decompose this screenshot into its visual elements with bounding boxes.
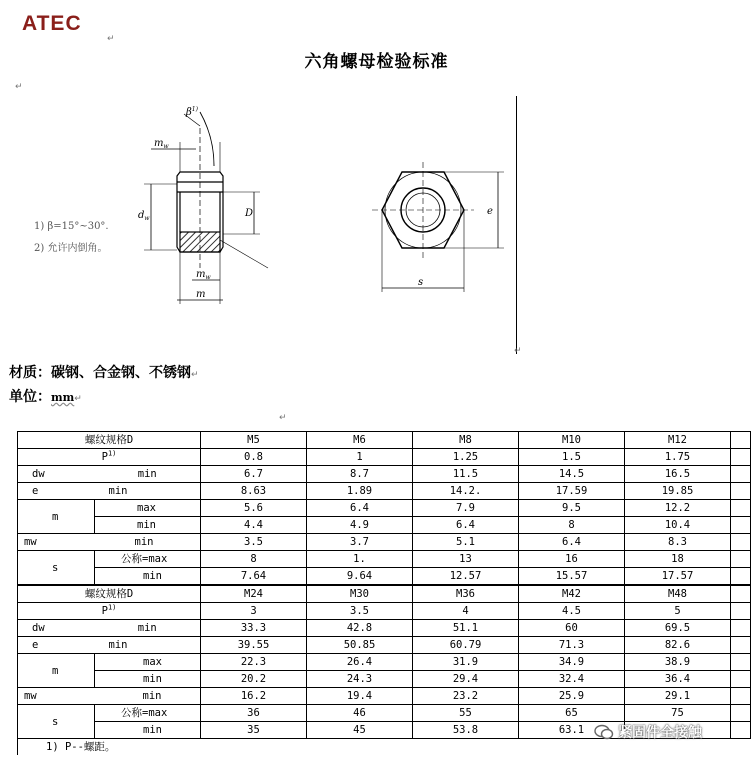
table-cell: 5.6 <box>201 500 307 517</box>
table-cell: 42.8 <box>307 620 413 637</box>
table-cell: 4 <box>413 603 519 620</box>
wechat-icon <box>594 724 614 740</box>
table-cell: 20.2 <box>201 671 307 688</box>
table-cell <box>731 449 751 466</box>
table-cell: 6.4 <box>519 534 625 551</box>
watermark: 紧固件全接触 <box>618 725 702 741</box>
table-cell: 3.5 <box>307 603 413 620</box>
table-cell: 7.64 <box>201 568 307 586</box>
table-cell: 15.57 <box>519 568 625 586</box>
table-cell: 53.8 <box>413 722 519 739</box>
table-row <box>18 654 751 671</box>
table-cell: 16.5 <box>625 466 731 483</box>
table-cell <box>731 466 751 483</box>
table-cell <box>731 603 751 620</box>
table-cell: 14.5 <box>519 466 625 483</box>
table-cell: 24.3 <box>307 671 413 688</box>
table-cell: dw <box>18 620 95 637</box>
table-cell <box>731 517 751 534</box>
table-cell: 8.63 <box>201 483 307 500</box>
table-cell: 60 <box>519 620 625 637</box>
paragraph-mark-icon: ↵ <box>279 413 287 423</box>
table-cell: 12.2 <box>625 500 731 517</box>
table-row <box>18 705 751 722</box>
table-cell <box>731 637 751 654</box>
table-cell: 9.5 <box>519 500 625 517</box>
svg-text:mw: $m_w$ <box>154 138 169 150</box>
table-cell: 13 <box>413 551 519 568</box>
table-cell: 1 <box>307 449 413 466</box>
paragraph-mark-icon: ↵ <box>107 34 115 44</box>
table-cell: 螺纹规格D <box>18 585 201 603</box>
table-cell: 26.4 <box>307 654 413 671</box>
table-cell: 9.64 <box>307 568 413 586</box>
table-cell: 4.4 <box>201 517 307 534</box>
table-cell: 4.5 <box>519 603 625 620</box>
table-cell: min <box>95 534 201 551</box>
drawing-note-1: 1) β=15°~30°. <box>34 221 109 232</box>
table-row <box>18 432 751 449</box>
table-cell: 8 <box>519 517 625 534</box>
table-row <box>18 603 751 620</box>
table-cell: 23.2 <box>413 688 519 705</box>
table-cell: 71.3 <box>519 637 625 654</box>
table-cell <box>731 654 751 671</box>
table-cell: 18 <box>625 551 731 568</box>
table-cell: min <box>95 620 201 637</box>
table-cell: min <box>95 483 201 500</box>
table-cell: M5 <box>201 432 307 449</box>
table-row <box>18 551 751 568</box>
table-cell: min <box>95 517 201 534</box>
table-cell: 4.9 <box>307 517 413 534</box>
table-row <box>18 568 751 586</box>
table-cell: 19.85 <box>625 483 731 500</box>
table-cell <box>731 500 751 517</box>
table-cell: M30 <box>307 585 413 603</box>
m-label: m <box>196 289 206 300</box>
table-cell: M12 <box>625 432 731 449</box>
table-cell <box>731 671 751 688</box>
table-cell: 12.57 <box>413 568 519 586</box>
page-title: 六角螺母检验标准 <box>304 52 449 72</box>
table-row <box>18 671 751 688</box>
s-label: s <box>418 277 424 288</box>
table-cell: min <box>95 671 201 688</box>
table-cell: s <box>18 705 95 739</box>
table-cell: 45 <box>307 722 413 739</box>
table-cell: 31.9 <box>413 654 519 671</box>
table-cell: M42 <box>519 585 625 603</box>
divider <box>516 96 517 354</box>
table-cell: 6.7 <box>201 466 307 483</box>
table-cell: 51.1 <box>413 620 519 637</box>
table-cell <box>731 432 751 449</box>
mw-bottom-label: m <box>196 269 206 280</box>
table-cell: max <box>95 500 201 517</box>
table-cell: m <box>18 500 95 534</box>
table-cell <box>731 483 751 500</box>
table-cell: 7.9 <box>413 500 519 517</box>
unit-value: mm <box>51 391 75 404</box>
table-cell: 1.5 <box>519 449 625 466</box>
table-cell: mw <box>18 688 95 705</box>
table-cell: 60.79 <box>413 637 519 654</box>
table-cell: 25.9 <box>519 688 625 705</box>
table-cell: 36.4 <box>625 671 731 688</box>
table-cell: 34.9 <box>519 654 625 671</box>
table-cell: 69.5 <box>625 620 731 637</box>
table-cell: min <box>95 637 201 654</box>
material-line: 材质：碳钢、合金钢、不锈钢↵ <box>9 365 199 381</box>
table-cell: 65 <box>519 705 625 722</box>
table-cell: 75 <box>625 705 731 722</box>
table-cell: 3 <box>201 603 307 620</box>
table-cell: min <box>95 688 201 705</box>
table-cell: 17.57 <box>625 568 731 586</box>
table-cell: 6.4 <box>413 517 519 534</box>
table-cell: 1. <box>307 551 413 568</box>
table-cell: 39.55 <box>201 637 307 654</box>
table-row <box>18 585 751 603</box>
table-cell: 14.2. <box>413 483 519 500</box>
svg-text:dw: $d_w$ <box>138 210 150 222</box>
table-row <box>18 637 751 654</box>
nut-spec-table <box>17 431 751 755</box>
table-cell: 29.4 <box>413 671 519 688</box>
footnote: 1) P--螺距。 <box>18 739 751 756</box>
table-row <box>18 500 751 517</box>
table-cell: s <box>18 551 95 586</box>
table-cell: 5 <box>625 603 731 620</box>
table-row <box>18 517 751 534</box>
table-cell: min <box>95 568 201 586</box>
table-cell: 19.4 <box>307 688 413 705</box>
table-cell: 8 <box>201 551 307 568</box>
atec-logo: ATEC <box>22 12 82 35</box>
table-cell: 82.6 <box>625 637 731 654</box>
svg-text:mw: $m_w$ <box>196 269 211 281</box>
table-cell: 螺纹规格D <box>18 432 201 449</box>
table-row <box>18 620 751 637</box>
table-cell: 29.1 <box>625 688 731 705</box>
table-cell: 3.7 <box>307 534 413 551</box>
table-cell: 5.1 <box>413 534 519 551</box>
table-cell: 38.9 <box>625 654 731 671</box>
table-cell: 55 <box>413 705 519 722</box>
paragraph-mark-icon: ↵ <box>514 346 522 356</box>
table-cell: m <box>18 654 95 688</box>
table-cell <box>731 620 751 637</box>
table-cell: 50.85 <box>307 637 413 654</box>
table-cell: 8.3 <box>625 534 731 551</box>
table-cell: mw <box>18 534 95 551</box>
table-row <box>18 483 751 500</box>
unit-line: 单位：mm↵ <box>9 389 82 405</box>
table-cell: 35 <box>201 722 307 739</box>
beta-label: β <box>186 107 192 118</box>
table-cell: 1.89 <box>307 483 413 500</box>
table-cell <box>731 568 751 586</box>
table-cell: 11.5 <box>413 466 519 483</box>
table-cell: 1.25 <box>413 449 519 466</box>
table-cell: max <box>95 654 201 671</box>
table-cell: $P^{1)}$ <box>18 449 201 466</box>
table-cell: 1.75 <box>625 449 731 466</box>
table-cell: e <box>18 483 95 500</box>
table-row <box>18 449 751 466</box>
table-row <box>18 534 751 551</box>
table-cell: M36 <box>413 585 519 603</box>
table-row <box>18 688 751 705</box>
table-cell <box>731 585 751 603</box>
table-cell <box>731 722 751 739</box>
top-view <box>372 162 504 292</box>
table-cell: 46 <box>307 705 413 722</box>
table-cell: e <box>18 637 95 654</box>
table-cell: 10.4 <box>625 517 731 534</box>
paragraph-mark-icon: ↵ <box>15 82 23 92</box>
table-cell: 16.2 <box>201 688 307 705</box>
e-label: e <box>487 206 493 217</box>
table-cell: min <box>95 466 201 483</box>
table-cell: 17.59 <box>519 483 625 500</box>
table-cell: dw <box>18 466 95 483</box>
table-cell: M6 <box>307 432 413 449</box>
table-cell: $P^{1)}$ <box>18 603 201 620</box>
svg-text:β1): $\beta^{1)}$ <box>186 106 198 118</box>
table-cell: min <box>95 722 201 739</box>
table-cell: M24 <box>201 585 307 603</box>
table-cell <box>731 534 751 551</box>
table-row <box>18 466 751 483</box>
table-cell: M48 <box>625 585 731 603</box>
table-cell: 63.1 <box>519 722 625 739</box>
table-cell <box>731 705 751 722</box>
table-cell <box>731 551 751 568</box>
table-cell: 3.5 <box>201 534 307 551</box>
D-label: D <box>245 208 254 219</box>
table-cell: 公称=max <box>95 705 201 722</box>
table-cell <box>731 688 751 705</box>
table-cell: 8.7 <box>307 466 413 483</box>
table-cell: 36 <box>201 705 307 722</box>
table-cell: 公称=max <box>95 551 201 568</box>
table-cell: M10 <box>519 432 625 449</box>
table-cell: 22.3 <box>201 654 307 671</box>
table-cell: 6.4 <box>307 500 413 517</box>
table-cell: 0.8 <box>201 449 307 466</box>
table-cell: 33.3 <box>201 620 307 637</box>
table-cell: 32.4 <box>519 671 625 688</box>
dw-label: d <box>138 210 145 221</box>
table-cell: M8 <box>413 432 519 449</box>
mw-label: m <box>154 138 164 149</box>
table-cell: 16 <box>519 551 625 568</box>
drawing-note-2: 2) 允许内倒角。 <box>34 243 108 254</box>
